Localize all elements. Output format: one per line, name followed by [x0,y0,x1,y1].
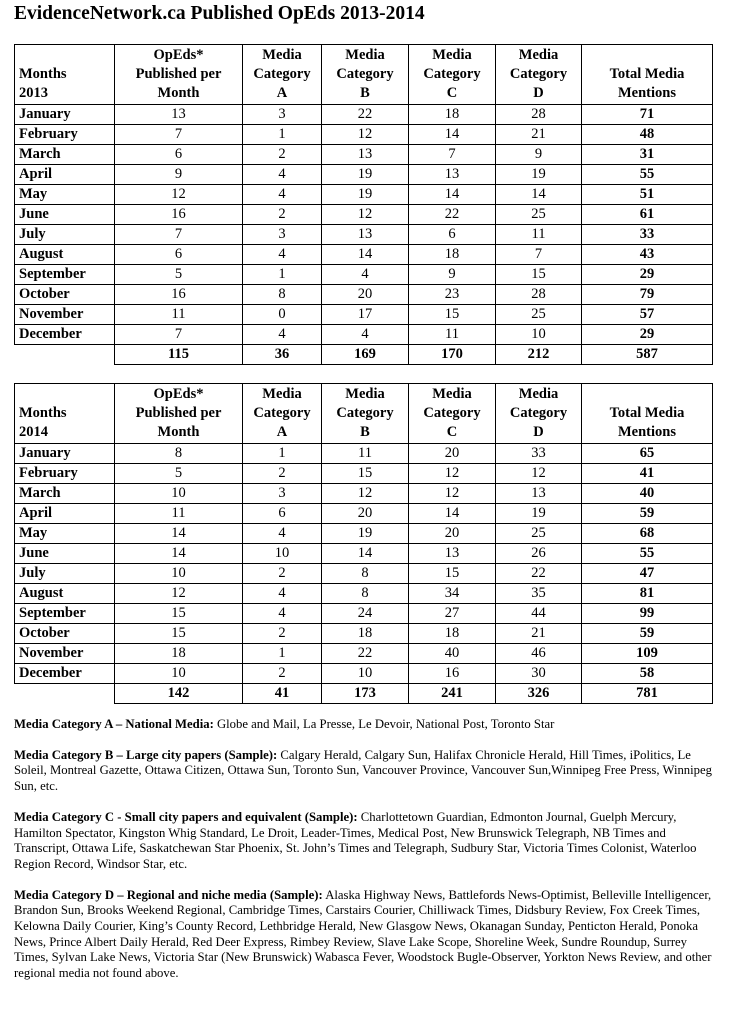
cell-opeds: 6 [115,145,243,165]
oped-table-2013 [14,44,713,365]
cell-category-a: 4 [243,604,322,624]
cell-category-b: 8 [322,584,409,604]
category-label: Media Category C - Small city papers and equivalent (Sample): [14,809,358,824]
cell-category-a: 4 [243,245,322,265]
cell-category-b: 12 [322,205,409,225]
header-months [15,384,115,444]
cell-category-d: 25 [496,305,582,325]
cell-category-b: 22 [322,105,409,125]
cell-category-c: 13 [409,165,496,185]
table-row [15,544,713,564]
table-row [15,245,713,265]
cell-category-c: 12 [409,484,496,504]
table-row [15,145,713,165]
cell-category-b: 12 [322,125,409,145]
page-title: EvidenceNetwork.ca Published OpEds 2013-2014 [14,3,425,24]
header-line: Months [19,66,67,82]
cell-month: September [15,265,115,285]
category-b-note [14,748,714,795]
table-row [15,604,713,624]
header-line: Published per [135,66,222,82]
header-line: Media [518,47,559,63]
header-line: B [360,85,370,101]
header-line: Media [262,47,302,63]
cell-opeds: 12 [115,185,243,205]
cell-category-c: 14 [409,504,496,524]
cell-category-d: 19 [496,165,582,185]
total-category-d: 212 [496,345,582,365]
totals-row [15,684,713,704]
header-line: B [360,424,370,440]
cell-category-c: 40 [409,644,496,664]
cell-total-mentions: 59 [582,624,713,644]
cell-total-mentions: 99 [582,604,713,624]
cell-category-d: 26 [496,544,582,564]
table-row [15,444,713,464]
totals-row [15,345,713,365]
header-line: Media [518,386,559,402]
cell-total-mentions: 81 [582,584,713,604]
cell-category-c: 11 [409,325,496,345]
cell-category-a: 2 [243,624,322,644]
header-line: Media [345,47,385,63]
cell-month: June [15,544,115,564]
total-opeds: 142 [115,684,243,704]
cell-category-c: 6 [409,225,496,245]
cell-opeds: 11 [115,305,243,325]
header-line: A [276,85,288,101]
table-row [15,225,713,245]
cell-opeds: 18 [115,644,243,664]
category-text: Alaska Highway News, Battlefords News-Optimist, Belleville Intelligencer, Brandon Sun, Brooks Weekend Regional, Cambridge Times, Carstairs Courier, Chilliwack Times, Didsbury Review, Fox Creek Times, Kelowna Daily Courier, King’s County Record, Lethbridge Herald, New Glasgow News, Okanagan Sunday, Penticton Herald, Ponoka News, Prince Albert Daily Herald, Red Deer Express, Rimbey Review, Slave Lake Scope, Shoreline Week, Sundre Roundup, Surrey Times, Sylvan Lake News, Victoria Star (New Brunswick) Wabasca Fever, Woodstock Bugle-Observer, Yorkton News Review, and other regional media not found above. [14,887,712,981]
cell-category-c: 23 [409,285,496,305]
header-line: C [446,85,458,101]
oped-table-2014 [14,383,713,704]
header-category-c [409,45,496,105]
cell-category-b: 13 [322,145,409,165]
header-category-d [496,45,582,105]
cell-category-a: 2 [243,205,322,225]
header-line: Mentions [618,85,676,101]
cell-category-b: 4 [322,325,409,345]
cell-opeds: 14 [115,524,243,544]
cell-category-d: 21 [496,624,582,644]
cell-category-a: 6 [243,504,322,524]
cell-opeds: 15 [115,624,243,644]
header-line: Months [19,405,67,421]
header-category-b [322,45,409,105]
cell-category-d: 33 [496,444,582,464]
cell-category-d: 21 [496,125,582,145]
cell-opeds: 13 [115,105,243,125]
header-line: Category [509,405,568,421]
table-row [15,564,713,584]
cell-category-a: 1 [243,265,322,285]
cell-category-c: 16 [409,664,496,684]
table-row [15,265,713,285]
total-category-c: 241 [409,684,496,704]
cell-month: May [15,185,115,205]
header-line: Total Media [609,66,685,82]
header-line: Media [432,386,472,402]
cell-category-b: 19 [322,165,409,185]
cell-opeds: 12 [115,584,243,604]
cell-category-d: 10 [496,325,582,345]
category-text: Charlottetown Guardian, Edmonton Journal, Guelph Mercury, Hamilton Spectator, Kingston Whig Standard, Le Droit, Leader-Times, Medical Post, New Brunswick Telegraph, NB Times and Transcript, Ottawa Life, Saskatchewan Star Phoenix, St. John’s Times and Telegraph, Sudbury Star, Victoria Times Colonist, Waterloo Region Record, Windsor Star, etc. [14,809,697,871]
cell-opeds: 10 [115,564,243,584]
table-row [15,664,713,684]
cell-category-b: 22 [322,644,409,664]
header-row [15,45,713,105]
cell-category-c: 27 [409,604,496,624]
cell-total-mentions: 29 [582,265,713,285]
cell-category-c: 14 [409,125,496,145]
media-category-notes [14,717,714,997]
cell-month: August [15,584,115,604]
table-row [15,325,713,345]
cell-total-mentions: 58 [582,664,713,684]
cell-category-d: 7 [496,245,582,265]
table-row [15,185,713,205]
cell-category-b: 8 [322,564,409,584]
header-line: Month [157,424,200,440]
table-row [15,464,713,484]
header-line: OpEds* [153,386,204,402]
cell-category-a: 2 [243,564,322,584]
category-text: Calgary Herald, Calgary Sun, Halifax Chronicle Herald, Hill Times, iPolitics, Le Soleil, Montreal Gazette, Ottawa Citizen, Ottawa Sun, Toronto Sun, Vancouver Province, Vancouver Sun,Winnipeg Free Press, Winnipeg Sun, etc. [14,747,712,794]
cell-total-mentions: 79 [582,285,713,305]
cell-category-a: 2 [243,464,322,484]
cell-category-b: 20 [322,285,409,305]
category-label: Media Category A – National Media: [14,717,214,731]
cell-opeds: 9 [115,165,243,185]
header-line: Category [253,66,311,82]
total-opeds: 115 [115,345,243,365]
table-row [15,524,713,544]
cell-category-c: 18 [409,105,496,125]
cell-total-mentions: 109 [582,644,713,664]
cell-opeds: 15 [115,604,243,624]
cell-category-c: 20 [409,444,496,464]
category-label: Media Category B – Large city papers (Sample): [14,747,278,762]
cell-total-mentions: 57 [582,305,713,325]
cell-category-b: 14 [322,245,409,265]
header-category-b [322,384,409,444]
cell-month: November [15,644,115,664]
cell-total-mentions: 51 [582,185,713,205]
cell-category-d: 13 [496,484,582,504]
total-category-a: 36 [243,345,322,365]
header-category-a [243,45,322,105]
table-row [15,305,713,325]
cell-total-mentions: 68 [582,524,713,544]
header-line: 2014 [19,424,48,440]
cell-month: December [15,325,115,345]
cell-category-b: 19 [322,185,409,205]
cell-opeds: 7 [115,125,243,145]
cell-category-d: 19 [496,504,582,524]
cell-category-c: 20 [409,524,496,544]
cell-category-d: 46 [496,644,582,664]
cell-category-c: 7 [409,145,496,165]
cell-category-a: 4 [243,524,322,544]
cell-category-c: 13 [409,544,496,564]
cell-month: January [15,105,115,125]
cell-category-c: 18 [409,624,496,644]
header-line: Category [423,405,481,421]
table-row [15,165,713,185]
total-category-b: 169 [322,345,409,365]
table-row [15,105,713,125]
cell-opeds: 7 [115,325,243,345]
header-line: Category [336,66,394,82]
cell-category-c: 15 [409,564,496,584]
cell-category-b: 15 [322,464,409,484]
cell-category-b: 24 [322,604,409,624]
cell-category-b: 13 [322,225,409,245]
cell-opeds: 16 [115,285,243,305]
cell-month: July [15,564,115,584]
header-total-mentions [582,45,713,105]
cell-category-d: 25 [496,205,582,225]
cell-opeds: 16 [115,205,243,225]
cell-category-b: 12 [322,484,409,504]
cell-category-b: 4 [322,265,409,285]
header-category-d [496,384,582,444]
cell-category-a: 10 [243,544,322,564]
header-line: Published per [135,405,222,421]
cell-category-d: 25 [496,524,582,544]
header-category-c [409,384,496,444]
cell-total-mentions: 59 [582,504,713,524]
table-row [15,125,713,145]
category-a-note [14,717,714,733]
cell-category-a: 4 [243,185,322,205]
cell-category-a: 3 [243,105,322,125]
total-category-b: 173 [322,684,409,704]
header-line: Category [253,405,311,421]
header-opeds [115,384,243,444]
cell-category-a: 0 [243,305,322,325]
cell-total-mentions: 71 [582,105,713,125]
header-line: Category [423,66,481,82]
cell-month: February [15,125,115,145]
cell-opeds: 5 [115,464,243,484]
cell-category-a: 2 [243,145,322,165]
cell-opeds: 7 [115,225,243,245]
cell-category-a: 3 [243,225,322,245]
cell-category-b: 17 [322,305,409,325]
cell-category-d: 35 [496,584,582,604]
cell-total-mentions: 29 [582,325,713,345]
header-total-mentions [582,384,713,444]
header-line: Media [262,386,302,402]
cell-category-d: 15 [496,265,582,285]
cell-category-b: 14 [322,544,409,564]
header-opeds [115,45,243,105]
cell-category-a: 4 [243,584,322,604]
total-category-c: 170 [409,345,496,365]
cell-total-mentions: 33 [582,225,713,245]
total-mentions: 587 [582,345,713,365]
cell-category-a: 4 [243,325,322,345]
cell-total-mentions: 43 [582,245,713,265]
cell-total-mentions: 55 [582,165,713,185]
header-line: Month [157,85,200,101]
header-category-a [243,384,322,444]
table-row [15,624,713,644]
total-category-a: 41 [243,684,322,704]
table-row [15,205,713,225]
cell-month: June [15,205,115,225]
cell-opeds: 11 [115,504,243,524]
cell-category-a: 1 [243,444,322,464]
table-row [15,644,713,664]
cell-category-d: 30 [496,664,582,684]
header-line: D [533,424,544,440]
cell-total-mentions: 47 [582,564,713,584]
cell-month: February [15,464,115,484]
header-line: D [533,85,544,101]
cell-month: July [15,225,115,245]
cell-category-b: 11 [322,444,409,464]
header-line: Category [336,405,394,421]
category-text: Globe and Mail, La Presse, Le Devoir, National Post, Toronto Star [213,717,555,731]
table-row [15,504,713,524]
header-line: Media [432,47,472,63]
cell-opeds: 10 [115,664,243,684]
cell-total-mentions: 55 [582,544,713,564]
table-row [15,285,713,305]
category-label: Media Category D – Regional and niche media (Sample): [14,887,323,902]
cell-category-c: 22 [409,205,496,225]
cell-month: May [15,524,115,544]
cell-opeds: 10 [115,484,243,504]
cell-category-d: 11 [496,225,582,245]
cell-category-b: 10 [322,664,409,684]
cell-month: March [15,145,115,165]
header-line: OpEds* [153,47,204,63]
cell-category-a: 1 [243,644,322,664]
cell-category-c: 15 [409,305,496,325]
cell-category-c: 9 [409,265,496,285]
cell-month: December [15,664,115,684]
cell-month: October [15,285,115,305]
cell-category-c: 12 [409,464,496,484]
header-line: Total Media [609,405,685,421]
header-line: Category [509,66,568,82]
total-mentions: 781 [582,684,713,704]
cell-month: November [15,305,115,325]
category-d-note [14,888,714,982]
header-months [15,45,115,105]
cell-opeds: 8 [115,444,243,464]
cell-category-a: 3 [243,484,322,504]
cell-month: April [15,504,115,524]
cell-month: August [15,245,115,265]
cell-total-mentions: 31 [582,145,713,165]
cell-category-a: 8 [243,285,322,305]
cell-month: January [15,444,115,464]
totals-label-cell [15,684,115,704]
cell-category-b: 18 [322,624,409,644]
table-row [15,584,713,604]
cell-total-mentions: 65 [582,444,713,464]
cell-category-c: 34 [409,584,496,604]
cell-category-d: 28 [496,105,582,125]
cell-opeds: 14 [115,544,243,564]
category-c-note [14,810,714,873]
cell-category-a: 1 [243,125,322,145]
cell-category-d: 44 [496,604,582,624]
cell-category-c: 14 [409,185,496,205]
cell-category-a: 4 [243,165,322,185]
header-line: Media [345,386,385,402]
cell-month: October [15,624,115,644]
cell-month: March [15,484,115,504]
cell-category-d: 22 [496,564,582,584]
cell-total-mentions: 61 [582,205,713,225]
cell-category-d: 9 [496,145,582,165]
cell-total-mentions: 40 [582,484,713,504]
cell-month: September [15,604,115,624]
cell-category-d: 28 [496,285,582,305]
cell-category-a: 2 [243,664,322,684]
cell-total-mentions: 41 [582,464,713,484]
header-line: A [276,424,288,440]
total-category-d: 326 [496,684,582,704]
cell-category-d: 12 [496,464,582,484]
header-line: 2013 [19,85,48,101]
cell-opeds: 5 [115,265,243,285]
header-line: C [446,424,458,440]
cell-category-b: 20 [322,504,409,524]
cell-category-c: 18 [409,245,496,265]
cell-total-mentions: 48 [582,125,713,145]
table-row [15,484,713,504]
totals-label-cell [15,345,115,365]
cell-category-b: 19 [322,524,409,544]
cell-month: April [15,165,115,185]
header-row [15,384,713,444]
cell-opeds: 6 [115,245,243,265]
cell-category-d: 14 [496,185,582,205]
header-line: Mentions [618,424,676,440]
